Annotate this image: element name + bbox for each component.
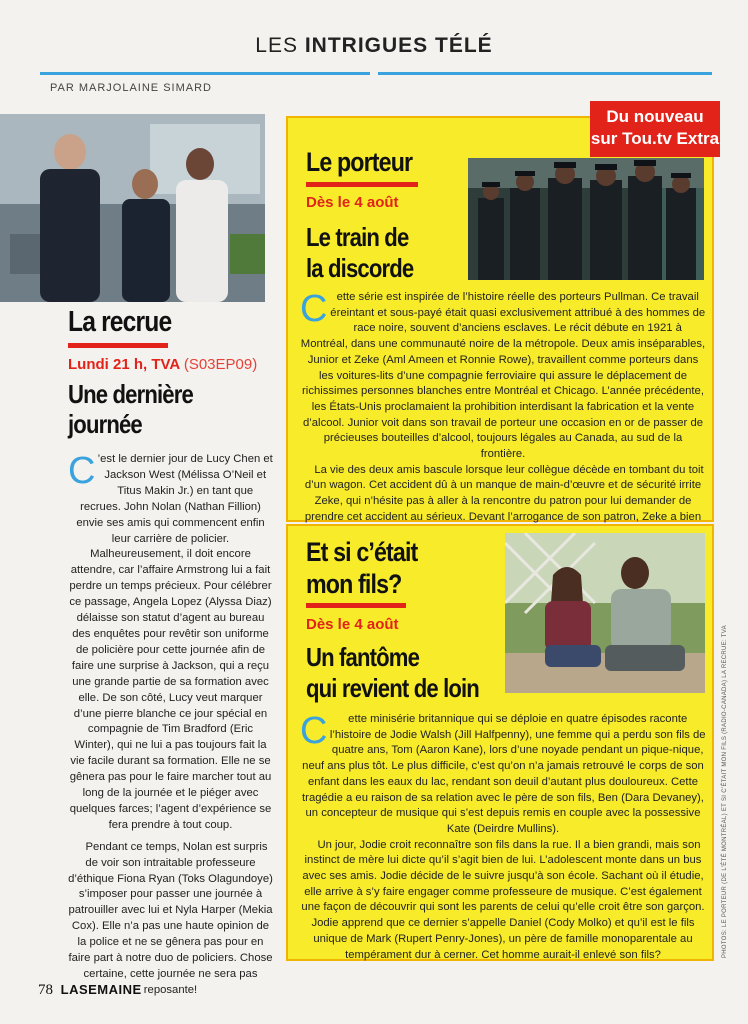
le-porteur-subtitle	[306, 222, 413, 284]
la-recrue-airtime-text: Lundi 21 h, TVA	[68, 356, 180, 373]
header-title: INTRIGUES TÉLÉ	[304, 34, 493, 57]
la-recrue-subtitle-line2: journée	[68, 409, 142, 439]
magazine-name: LASEMAINE	[60, 982, 142, 997]
la-recrue-p1-text: ’est le dernier jour de Lucy Chen et Jackson West (Mélissa O’Neil et Titus Makin Jr.) en tant que recrues. John Nolan (Nathan Fillion) envie ses amis qui commencent enfin leur carrière de policier. Malheureusement, il doit encore attendre, car l’affaire Armstrong lui a fait perdre un temps précieux. Pour célébrer ce passage, Angela Lopez (Alyssa Diaz) délaisse son statut d’agent au bureau des enquêtes pour revêtir son uniforme de policière pour cette journée afin de faire une surprise à Jackson, qui a reçu une grande partie de sa formation avec elle. De son côté, Lucy veut marquer d’une pierre blanche ce jour spécial en compagnie de Tim Bradford (Eric Winter), qui ne lui a pas toujours fait la vie facile durant sa formation. Elle ne se gênera pas pour le faire marcher tout au long de la journée et le piéger avec quelques farces; l’agent d’expérience se fera prendre à tout coup.	[69, 453, 273, 831]
mon-fils-body	[300, 712, 706, 963]
header-rule-right	[378, 72, 712, 75]
la-recrue-paragraph-2: Pendant ce temps, Nolan est surpris de voir son intraitable professeure d’éthique Fiona Ryan (Toks Olagundoye) s’imposer pour passer une journée à patrouiller avec lui et Nyla Harper (Mekia Cox). Elle n’a pas une haute opinion de la police et ne se gênera pas pour en faire part à notre duo de policiers. Chose certaine, cette journée ne sera pas reposante!	[68, 840, 273, 996]
mon-fils-title-line2: mon fils?	[306, 569, 402, 599]
le-porteur-subtitle-line2: la discorde	[306, 253, 414, 283]
page-header	[0, 34, 748, 58]
la-recrue-dropcap: C	[68, 450, 96, 492]
photo-credit: PHOTOS: LE PORTEUR (DE L’ÉTÉ MONTRÉAL) ET SI C’ÉTAIT MON FILS (RADIO-CANADA) LA RECRUE: TVA	[722, 625, 728, 958]
page-footer	[38, 982, 142, 999]
le-porteur-date: Dès le 4 août	[306, 194, 399, 211]
la-recrue-episode: (S03EP09)	[183, 356, 258, 373]
mon-fils-title-line1: Et si c’était	[306, 537, 418, 567]
mon-fils-p1-text: ette minisérie britannique qui se déploie en quatre épisodes raconte l’histoire de Jodie Walsh (Jill Halfpenny), une femme qui a perdu son fils de quatre ans, Tom (Aaron Kane), lors d’une noyade pendant un pique-nique, neuf ans plus tôt. Le plus difficile, c’est qu’on n’a jamais retrouvé le corps de son enfant dans les eaux du lac, rendant son deuil d’autant plus douloureux. Cette tragédie a eu raison de sa relation avec le père de son fils, Ben (Dara Devaney), un concepteur de musique qui s’est depuis remis en couple avec la possessive Kate (Deirdre Mullins).	[302, 713, 706, 835]
le-porteur-subtitle-line1: Le train de	[306, 222, 409, 252]
le-porteur-red-bar	[306, 182, 418, 187]
la-recrue-red-bar	[68, 343, 168, 348]
la-recrue-subtitle	[68, 379, 242, 439]
mon-fils-subtitle	[306, 642, 479, 704]
le-porteur-title: Le porteur	[306, 147, 413, 177]
mon-fils-photo	[505, 533, 705, 693]
page-number: 78	[38, 982, 53, 998]
le-porteur-dropcap: C	[300, 288, 328, 330]
byline: PAR MARJOLAINE SIMARD	[50, 82, 212, 94]
badge-line2: sur Tou.tv Extra	[590, 129, 720, 148]
le-porteur-body	[300, 290, 706, 541]
header-rule-left	[40, 72, 370, 75]
le-porteur-photo	[468, 158, 704, 280]
la-recrue-paragraph-1	[68, 452, 273, 834]
la-recrue-header	[68, 306, 273, 439]
la-recrue-airtime	[68, 356, 273, 373]
mon-fils-red-bar	[306, 603, 406, 608]
la-recrue-photo	[0, 114, 265, 302]
mon-fils-paragraph-2: Un jour, Jodie croit reconnaître son fils dans la rue. Il a bien grandi, mais son instinct de mère lui dicte qu’il s’agit bien de lui. L’adolescent monte dans un bus avec ses amis. Jodie décide de le suivre jusqu’à son école. Sachant où il étudie, elle arrive à s’y faire engager comme professeure de musique. C’est également une façon de découvrir qui sont les parents de celui qu’elle croit être son garçon. Jodie apprend que ce dernier s’appelle Daniel (Cody Molko) et qu’il est le fils unique de Mark (Rupert Penry-Jones), un père de famille monoparentale au tempérament dur à cerner. Cet homme aurait-il enlevé son fils?	[301, 838, 705, 961]
le-porteur-p1-text: ette série est inspirée de l’histoire réelle des porteurs Pullman. Ce travail éreintant et sous-payé était quasi exclusivement attribué à des hommes de race noire, souvent d’anciens esclaves. Le récit débute en 1921 à Montréal, dans une communauté noire de la métropole. Deux amis inséparables, Junior et Zeke (Aml Ameen et Ronnie Rowe), travaillent comme porteurs dans les voitures-lits d’une compagnie ferroviaire qui assure le déplacement de richissimes personnes blanches entre Montréal et Chicago. L’année précédente, les États-Unis proclamaient la prohibition interdisant la fabrication et la vente d’alcool. Junior voit dans son travail de porteur une occasion en or de passer de précieuses bouteilles d’alcool, toujours légales au Canada, au sud de la frontière.	[300, 291, 706, 461]
mon-fils-paragraph-1	[300, 712, 706, 838]
la-recrue-title: La recrue	[68, 306, 172, 338]
le-porteur-paragraph-1	[300, 290, 706, 463]
mon-fils-date: Dès le 4 août	[306, 616, 399, 633]
header-prefix: LES	[255, 34, 298, 57]
mon-fils-title	[306, 536, 417, 600]
la-recrue-body	[68, 452, 273, 999]
la-recrue-subtitle-line1: Une dernière	[68, 379, 193, 409]
mon-fils-dropcap: C	[300, 710, 328, 752]
badge-line1: Du nouveau	[606, 107, 704, 126]
mon-fils-subtitle-line1: Un fantôme	[306, 642, 420, 672]
mon-fils-subtitle-line2: qui revient de loin	[306, 673, 479, 703]
le-porteur-paragraph-2: La vie des deux amis bascule lorsque leur collègue décède en tombant du toit d’un wagon. Cet accident dû à un manque de main-d’œuvre et de sécurité irrite Zeke, qui n’hésite pas à aller à la rencontre du patron pour lui demander de prendre cet accident au sérieux. Devant l’arrogance de son patron, Zeke a bien	[304, 463, 704, 523]
tou-tv-extra-badge	[590, 101, 720, 157]
